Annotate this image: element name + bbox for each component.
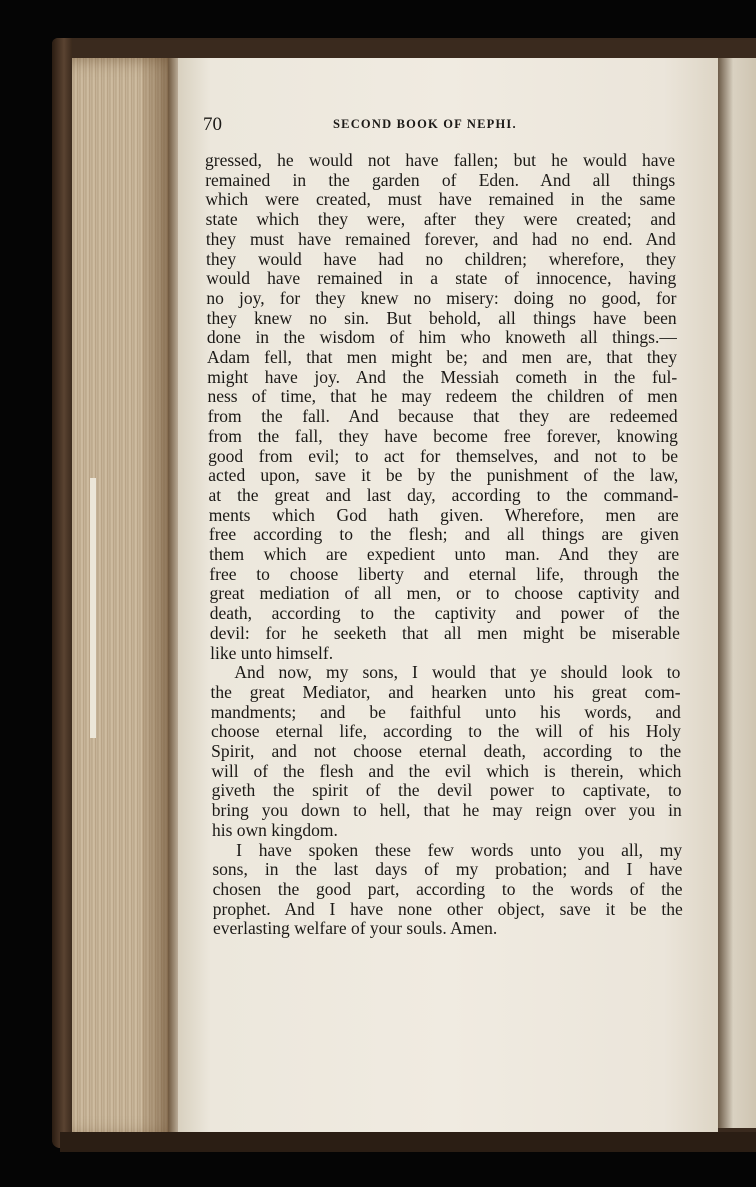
paper-tab [90, 478, 96, 738]
text-line: death, according to the captivity and power of the [209, 603, 680, 624]
text-line: acted upon, save it be by the punishment of the law, [208, 465, 679, 486]
text-line: ments which God hath given. Wherefore, men are [208, 504, 679, 525]
text-line: giveth the spirit of the devil power to captivate, to [211, 780, 682, 801]
facing-page-edge [718, 58, 756, 1128]
text-line: done in the wisdom of him who knoweth all things.— [206, 327, 677, 348]
text-line: they would have had no children; wherefore, they [206, 248, 677, 269]
text-line: And now, my sons, I would that ye should look to [234, 662, 681, 683]
text-line: bring you down to hell, that he may reign over you in [211, 800, 682, 821]
text-line: might have joy. And the Messiah cometh in the ful- [207, 366, 678, 387]
text-line: which were created, must have remained in the same [205, 189, 676, 210]
text-line: from the fall, they have become free forever, knowing [207, 425, 678, 446]
text-line: them which are expedient unto man. And they are [209, 544, 680, 564]
page-number: 70 [203, 114, 222, 135]
text-line: remained in the garden of Eden. And all things [205, 169, 676, 190]
text-line: the great Mediator, and hearken unto his great com- [210, 681, 681, 702]
text-line: prophet. And I have none other object, save it be the [212, 898, 683, 919]
text-line: will of the flesh and the evil which is therein, which [211, 760, 682, 781]
text-line: like unto himself. [210, 642, 334, 663]
text-line: great mediation of all men, or to choose captivity and [209, 583, 680, 604]
text-line: from the fall. And because that they are redeemed [207, 406, 678, 427]
page-header [203, 114, 679, 136]
text-line: gressed, he would not have fallen; but he would have [205, 150, 675, 170]
text-line: choose eternal life, according to the will of his Holy [210, 721, 681, 742]
page-edges [72, 58, 182, 1138]
text-line: sons, in the last days of my probation; and I have [212, 859, 683, 880]
text-line: would have remained in a state of innocence, having [206, 268, 677, 289]
text-line: at the great and last day, according to the command- [208, 484, 679, 505]
cover-edge [52, 38, 72, 1148]
text-line: they must have remained forever, and had no end. And [205, 228, 676, 249]
text-line: chosen the good part, according to the words of the [212, 878, 683, 899]
text-line: I have spoken these few words unto you all, my [236, 839, 683, 860]
bottom-cover [60, 1132, 756, 1152]
text-line: devil: for he seeketh that all men might be miserable [209, 622, 680, 643]
text-line: his own kingdom. [211, 819, 338, 840]
running-head: SECOND BOOK OF NEPHI. [333, 117, 517, 131]
text-line: they knew no sin. But behold, all things have been [206, 307, 677, 328]
text-line: free to choose liberty and eternal life, through the [209, 563, 680, 584]
text-line: free according to the flesh; and all things are given [208, 524, 679, 545]
text-line: state which they were, after they were created; and [205, 209, 676, 230]
text-line: mandments; and be faithful unto his words, and [210, 701, 681, 722]
text-line: Spirit, and not choose eternal death, according to the [211, 741, 682, 761]
text-line: Adam fell, that men might be; and men are, that they [207, 347, 678, 367]
text-line: ness of time, that he may redeem the children of men [207, 386, 678, 407]
show-through-text [215, 958, 685, 1078]
text-line: no joy, for they knew no misery: doing no good, for [206, 287, 677, 308]
text-line: everlasting welfare of your souls. Amen. [213, 918, 498, 939]
text-line: good from evil; to act for themselves, and not to be [208, 445, 679, 466]
